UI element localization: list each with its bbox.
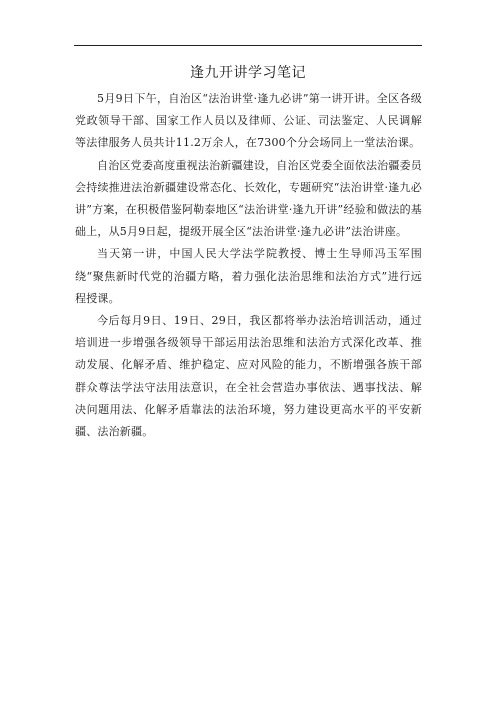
paragraph-3: 当天第一讲，中国人民大学法学院教授、博士生导师冯玉军围绕“聚焦新时代党的治疆方略，着力强化法治思维和法治方式”进行远程授课。 xyxy=(75,247,422,305)
paragraph-1: 5月9日下午，自治区“法治讲堂·逢九必讲”第一讲开讲。全区各级党政领导干部、国家工作人员以及律师、公证、司法鉴定、人民调解等法律服务人员共计11.2万余人，在7300个分会场同上一堂法治课。 xyxy=(75,92,422,150)
header-rule xyxy=(74,45,422,46)
paragraph-2: 自治区党委高度重视法治新疆建设，自治区党委全面依法治疆委员会持续推进法治新疆建设常态化、长效化，专题研究“法治讲堂·逢九必讲”方案，在积极借鉴阿勒泰地区“法治讲堂·逢九开讲”经验和做法的基础上，从5月9日起，提级开展全区“法治讲堂·逢九必讲”法治讲座。 xyxy=(75,158,422,239)
document-body xyxy=(75,88,422,443)
paragraph-4: 今后每月9日、19日、29日，我区都将举办法治培训活动，通过培训进一步增强各级领导干部运用法治思维和法治方式深化改革、推动发展、化解矛盾、维护稳定、应对风险的能力，不断增强各族干部群众尊法学法守法用法意识，在全社会营造办事依法、遇事找法、解决问题用法、化解矛盾靠法的法治环境，努力建设更高水平的平安新疆、法治新疆。 xyxy=(75,314,422,439)
document-title: 逢九开讲学习笔记 xyxy=(190,65,306,81)
